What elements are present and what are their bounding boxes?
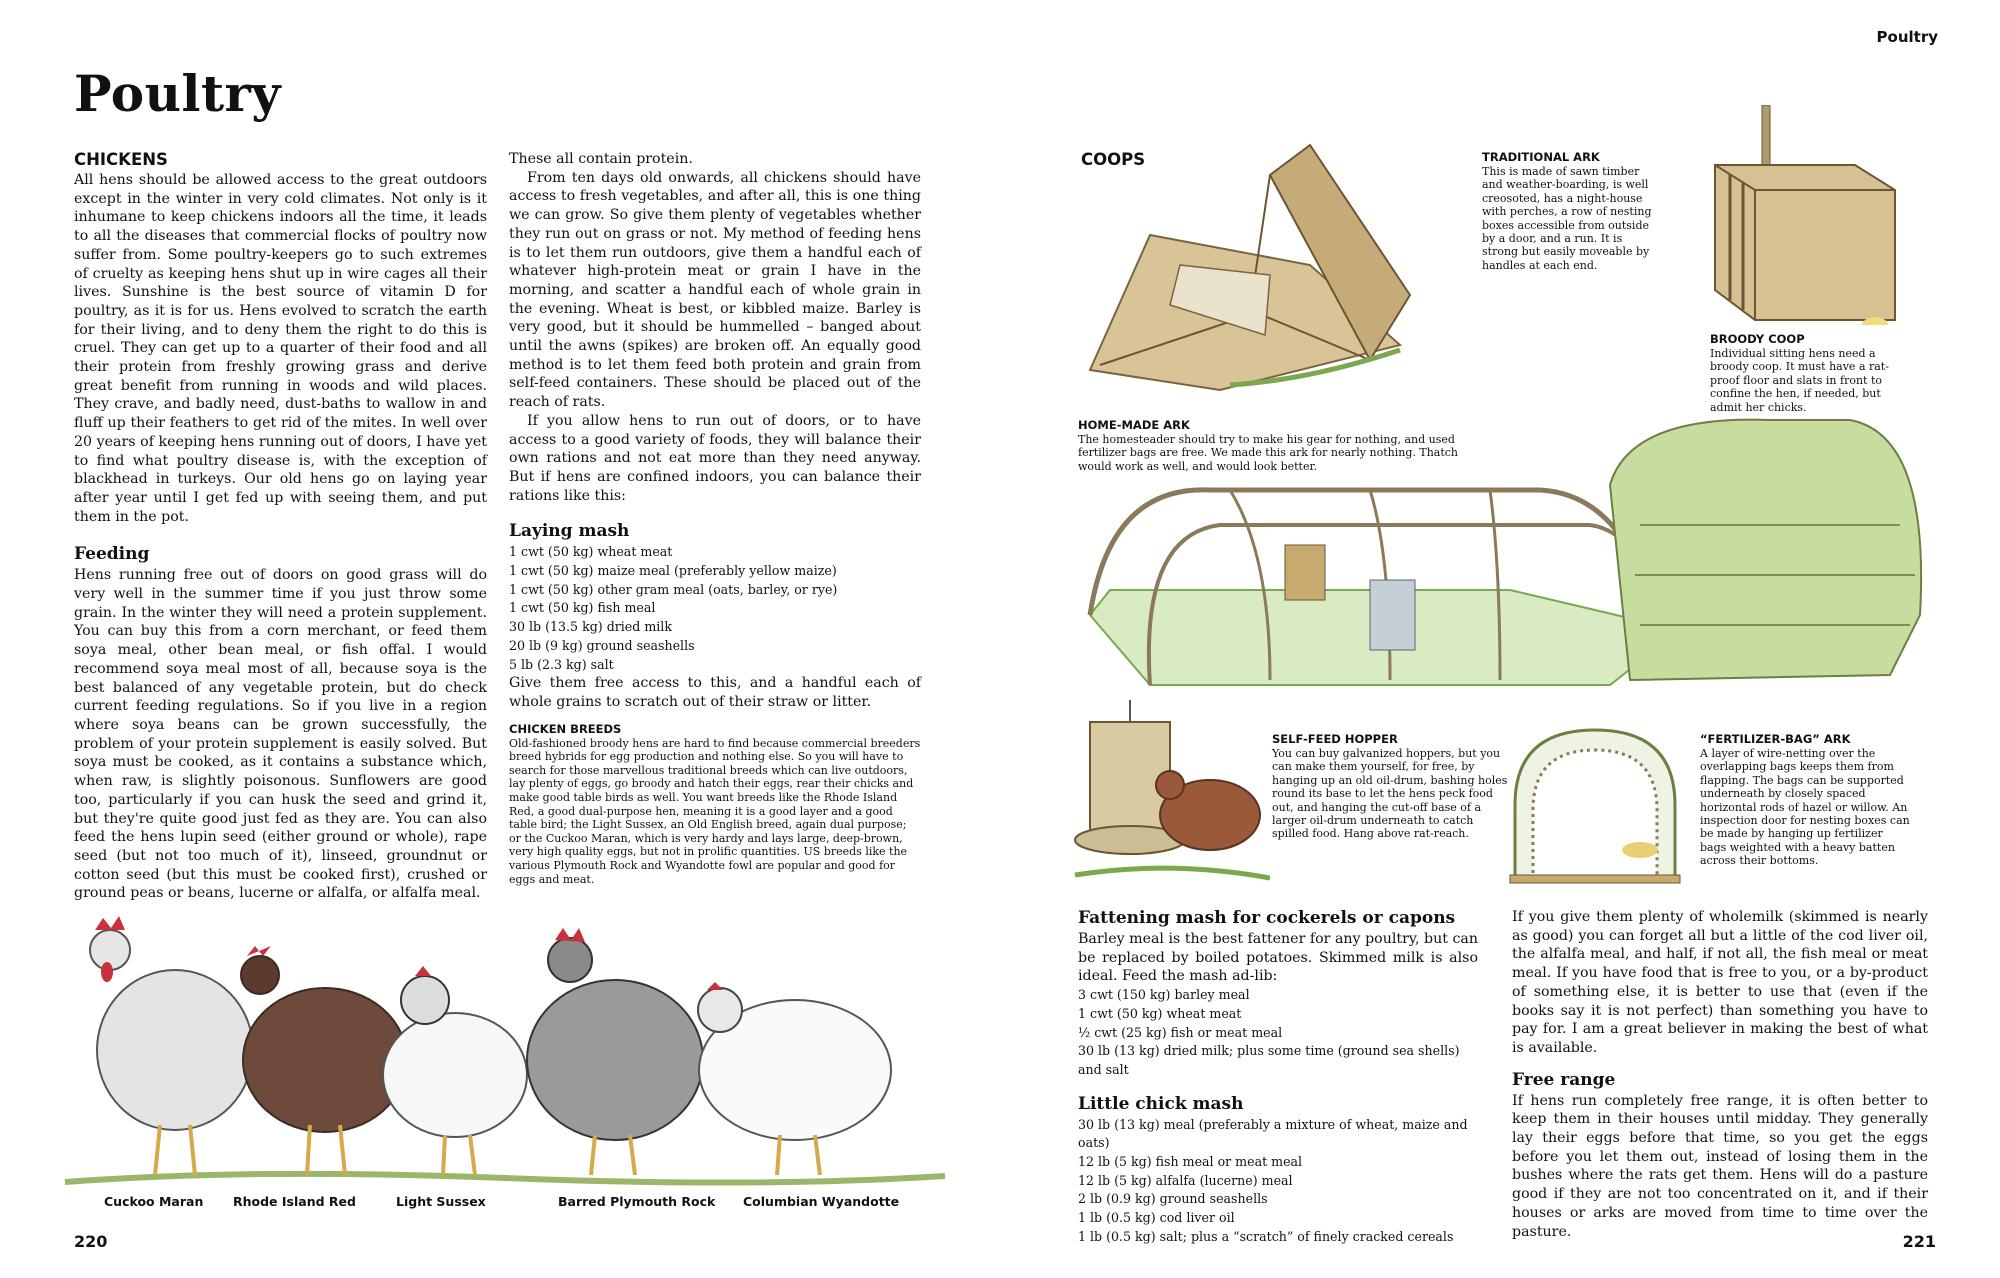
list-item: 30 lb (13.5 kg) dried milk xyxy=(509,619,672,635)
column-2 xyxy=(509,150,921,886)
hen-barred-plymouth-rock xyxy=(527,928,703,1175)
page-number-right: 221 xyxy=(1902,1232,1936,1251)
chickens-heading: CHICKENS xyxy=(74,150,168,169)
coops-heading: COOPS xyxy=(1081,150,1146,169)
feeding-heading: Feeding xyxy=(74,544,150,565)
fertilizer-bag-ark-illustration xyxy=(1505,715,1685,885)
fattening-heading: Fattening mash for cockerels or capons xyxy=(1078,908,1456,928)
hens-illustration xyxy=(55,900,955,1190)
breeds-heading: CHICKEN BREEDS xyxy=(509,721,622,736)
self-feed-hopper-caption: SELF-FEED HOPPER You can buy galvanized hoppers, but you can make them yourself, for free, by hanging up an old oil-drum, bashing holes round its base to let the hens peck food out, and hanging the cut-off base of a larger oil-drum underneath to catch spilled food. Hang above rat-reach. xyxy=(1272,732,1508,841)
hen-label: Rhode Island Red xyxy=(233,1194,356,1209)
col2-text: These all contain protein. From ten days old onwards, all chickens should have access to fresh vegetables, and after all, this is one thing we can grow. So give them plenty of vegetables whether they run out on grass or not. My method of feeding hens is to let them run outdoors, give them a handful each of whatever high-protein meat or grain I have in the morning, and scatter a handful each of whole grain in the evening. Wheat is best, or kibbled maize. Barley is very good, but it should be hummelled – banged about until the awns (spikes) are broken off. An equally good method is to let them feed both protein and grain from self-feed containers. These should be placed out of the reach of rats. If you allow hens to run out of doors, or to have access to a good variety of foods, they will balance their own rations and not eat more than they need anyway. But if hens are confined indoors, you can balance their rations like this: xyxy=(509,151,921,504)
hen-label: Barred Plymouth Rock xyxy=(558,1194,716,1209)
list-item: 12 lb (5 kg) alfalfa (lucerne) meal xyxy=(1078,1172,1293,1188)
list-item: ½ cwt (25 kg) fish or meat meal xyxy=(1078,1024,1283,1040)
free-range-heading: Free range xyxy=(1512,1069,1616,1090)
traditional-ark-illustration xyxy=(1070,135,1480,395)
right-column-1 xyxy=(1078,908,1478,1247)
hen-cuckoo-maran xyxy=(90,916,253,1175)
column-1 xyxy=(74,150,487,903)
wholemilk-text: If you give them plenty of wholemilk (skimmed is nearly as good) you can forget all but a little of the cod liver oil, the alfalfa meal, and half, if not all, the fish meal or meat meal. If you have food that is free to you, or a by-product of something else, it is better to use that (even if the books say it is not perfect) than something you have to pay for. I am a great believer in making the best of what is available. xyxy=(1512,909,1928,1056)
list-item: 1 cwt (50 kg) wheat meat xyxy=(1078,1005,1242,1021)
list-item: 1 cwt (50 kg) maize meal (preferably yellow maize) xyxy=(509,563,837,579)
broody-coop-illustration xyxy=(1705,105,1905,325)
feeding-text: Hens running free out of doors on good grass will do very well in the summer time if you just throw some grain. In the winter they will need a protein supplement. You can buy this from a corn merchant, or feed them soya meal, other bean meal, or fish offal. I would recommend soya meal most of all, because soya is the best balanced of any vegetable protein, but do check current feeding regulations. So if you live in a region where soya beans can be grown successfully, the problem of your protein supplement is easily solved. But soya must be cooked, as it contains a substance which, when raw, is slightly poisonous. Sunflowers are good too, particularly if you can husk the seed and grind it, but they're quite good just fed as they are. You can also feed the hens lupin seed (either ground or whole), rape seed (but not too much of it), linseed, groundnut or cotton seed (but this must be cooked first), crushed or ground peas or beans, lucerne or alfalfa, or alfalfa meal. xyxy=(74,567,487,902)
chickens-text: All hens should be allowed access to the great outdoors except in the winter in very cold climates. Not only is it inhumane to keep chickens indoors all the time, it leads to all the diseases that commercial flocks of poultry now suffer from. Some poultry-keepers go to such extremes of cruelty as keeping hens shut up in wire cages all their lives. Sunshine is the best source of vitamin D for poultry, as it is for us. Hens evolved to scratch the earth for their living, and to deny them the right to do this is cruel. They can get up to a quarter of their food and all their protein from freshly growing grass and derive great benefit from running in woods and wild places. They crave, and badly need, dust-baths to wallow in and fluff up their feathers to get rid of the mites. In well over 20 years of keeping hens running out of doors, I have yet to find what poultry disease is, with the exception of blackhead in turkeys. Our old hens go on laying year after year until I get fed up with seeing them, and put them in the pot. xyxy=(74,172,487,525)
page-number-left: 220 xyxy=(74,1232,108,1251)
traditional-ark-caption: TRADITIONAL ARK This is made of sawn timber and weather-boarding, is well creosoted, has a night-house with perches, a row of nesting boxes accessible from outside by a door, and a run. It is strong but easily moveable by handles at each end. xyxy=(1482,150,1652,272)
list-item: 1 cwt (50 kg) other gram meal (oats, barley, or rye) xyxy=(509,581,838,597)
hen-rhode-island-red xyxy=(241,946,407,1175)
breeds-text: Old-fashioned broody hens are hard to find because commercial breeders breed hybrids for egg production and nothing else. So you will have to search for those marvellous traditional breeds which can live outdoors, lay plenty of eggs, go broody and hatch their eggs, rear their chicks and make good table birds as well. You want breeds like the Rhode Island Red, a good dual-purpose hen, meaning it is a good layer and a good table bird; the Light Sussex, an Old English breed, again dual purpose; or the Cuckoo Maran, which is very hardy and lays large, deep-brown, very high quality eggs, but not in prolific quantities. US breeds like the various Plymouth Rock and Wyandotte fowl are popular and good for eggs and meat. xyxy=(509,736,921,886)
broody-coop-caption: BROODY COOP Individual sitting hens need a broody coop. It must have a rat-proof floor and slats in front to confine the hen, if needed, but admit her chicks. xyxy=(1710,332,1889,414)
fertilizer-bag-ark-caption: “FERTILIZER-BAG” ARK A layer of wire-netting over the overlapping bags keeps them from flapping. The bags can be supported underneath by closely spaced horizontal rods of hazel or willow. An inspection door for nesting boxes can be made by hanging up fertilizer bags weighted with a heavy batten across their bottoms. xyxy=(1700,732,1910,868)
free-range-text: If hens run completely free range, it is often better to keep them in their houses until midday. They generally lay their eggs before that time, so you get the eggs before you let them out, instead of losing them in the bushes where the rats get them. Hens will do a pasture good if they are not too concentrated on it, and if their houses or arks are moved from time to time over the pasture. xyxy=(1512,1092,1928,1240)
list-item: 1 cwt (50 kg) fish meal xyxy=(509,600,656,616)
chick-mash-heading: Little chick mash xyxy=(1078,1093,1244,1114)
home-made-ark-caption: HOME-MADE ARK The homesteader should try to make his gear for nothing, and used fertilizer bags are free. We made this ark for nearly nothing. Thatch would work as well, and would look better. xyxy=(1078,418,1458,473)
fattening-list xyxy=(1078,986,1478,1080)
list-item: 1 lb (0.5 kg) salt; plus a “scratch” of finely cracked cereals xyxy=(1078,1228,1454,1244)
hen-columbian-wyandotte xyxy=(698,982,891,1175)
right-column-2 xyxy=(1512,908,1928,1241)
home-made-ark-illustration xyxy=(1070,415,1930,695)
self-feed-hopper-illustration xyxy=(1070,700,1270,885)
page-title: Poultry xyxy=(74,64,281,123)
list-item: 1 cwt (50 kg) wheat meat xyxy=(509,544,673,560)
laying-mash-heading: Laying mash xyxy=(509,521,630,542)
list-item: 5 lb (2.3 kg) salt xyxy=(509,656,614,672)
hen-label: Light Sussex xyxy=(396,1194,486,1209)
chick-mash-list xyxy=(1078,1116,1478,1247)
laying-mash-after: Give them free access to this, and a handful each of whole grains to scratch out of their straw or litter. xyxy=(509,675,921,710)
list-item: 20 lb (9 kg) ground seashells xyxy=(509,637,695,653)
laying-mash-list xyxy=(509,543,921,674)
list-item: 3 cwt (150 kg) barley meal xyxy=(1078,987,1250,1003)
hen-light-sussex xyxy=(383,966,527,1175)
hen-label: Columbian Wyandotte xyxy=(743,1194,900,1209)
list-item: 30 lb (13 kg) dried milk; plus some time (ground sea shells) and salt xyxy=(1078,1043,1460,1077)
running-head: Poultry xyxy=(1876,28,1938,46)
list-item: 30 lb (13 kg) meal (preferably a mixture of wheat, maize and oats) xyxy=(1078,1116,1468,1151)
list-item: 2 lb (0.9 kg) ground seashells xyxy=(1078,1191,1268,1207)
hen-label: Cuckoo Maran xyxy=(104,1194,204,1209)
list-item: 12 lb (5 kg) fish meal or meat meal xyxy=(1078,1154,1303,1170)
fattening-text: Barley meal is the best fattener for any poultry, but can be replaced by boiled potatoes. Skimmed milk is also ideal. Feed the mash ad-lib: xyxy=(1078,931,1478,985)
list-item: 1 lb (0.5 kg) cod liver oil xyxy=(1078,1210,1235,1226)
